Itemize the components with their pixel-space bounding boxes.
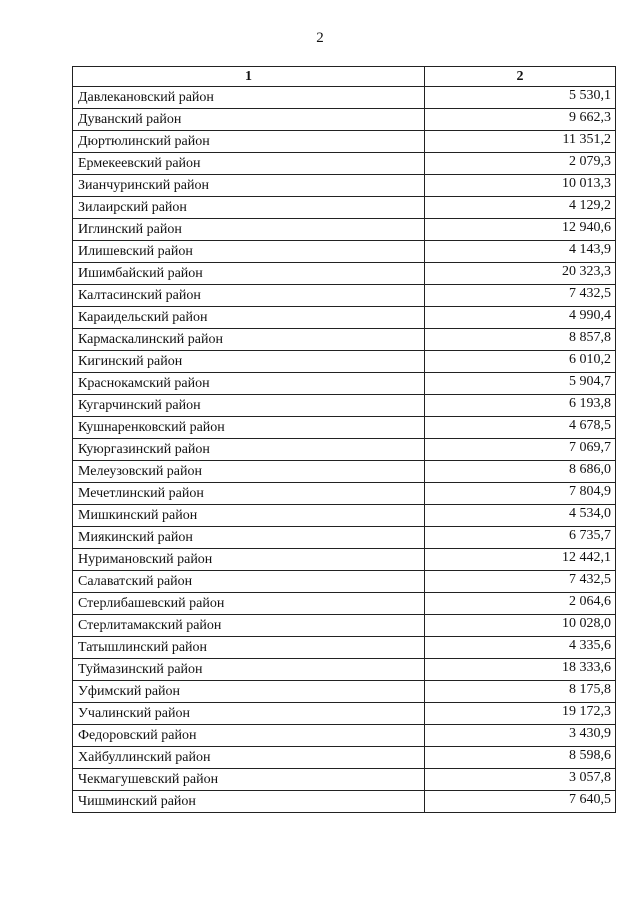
district-name-cell: Дюртюлинский район <box>73 131 425 153</box>
district-name-cell: Дуванский район <box>73 109 425 131</box>
table-row <box>73 351 616 373</box>
table-row <box>73 725 616 747</box>
district-name-cell: Иглинский район <box>73 219 425 241</box>
district-name-cell: Давлекановский район <box>73 87 425 109</box>
district-name-cell: Мелеузовский район <box>73 461 425 483</box>
table-row <box>73 681 616 703</box>
district-value-cell: 11 351,2 <box>425 131 616 153</box>
district-name-cell: Стерлибашевский район <box>73 593 425 615</box>
district-value-cell: 4 990,4 <box>425 307 616 329</box>
table-row <box>73 637 616 659</box>
district-value-cell: 4 678,5 <box>425 417 616 439</box>
column-header-1: 1 <box>73 67 425 87</box>
table-row <box>73 241 616 263</box>
district-name-cell: Краснокамский район <box>73 373 425 395</box>
district-name-cell: Хайбуллинский район <box>73 747 425 769</box>
district-name-cell: Уфимский район <box>73 681 425 703</box>
district-name-cell: Кармаскалинский район <box>73 329 425 351</box>
district-value-cell: 7 432,5 <box>425 571 616 593</box>
district-name-cell: Салаватский район <box>73 571 425 593</box>
district-value-cell: 5 530,1 <box>425 87 616 109</box>
district-name-cell: Кушнаренковский район <box>73 417 425 439</box>
table-row <box>73 131 616 153</box>
table-row <box>73 483 616 505</box>
district-name-cell: Караидельский район <box>73 307 425 329</box>
table-row <box>73 593 616 615</box>
district-name-cell: Куюргазинский район <box>73 439 425 461</box>
district-name-cell: Нуримановский район <box>73 549 425 571</box>
district-value-cell: 8 598,6 <box>425 747 616 769</box>
table-row <box>73 659 616 681</box>
district-name-cell: Миякинский район <box>73 527 425 549</box>
table-row <box>73 417 616 439</box>
table-row <box>73 703 616 725</box>
district-value-cell: 7 432,5 <box>425 285 616 307</box>
table-row <box>73 373 616 395</box>
district-value-cell: 10 028,0 <box>425 615 616 637</box>
district-value-cell: 6 193,8 <box>425 395 616 417</box>
district-value-cell: 10 013,3 <box>425 175 616 197</box>
column-header-2: 2 <box>425 67 616 87</box>
table-row <box>73 549 616 571</box>
district-name-cell: Зианчуринский район <box>73 175 425 197</box>
table-row <box>73 109 616 131</box>
district-value-cell: 19 172,3 <box>425 703 616 725</box>
district-name-cell: Илишевский район <box>73 241 425 263</box>
district-name-cell: Зилаирский район <box>73 197 425 219</box>
district-name-cell: Туймазинский район <box>73 659 425 681</box>
district-value-cell: 12 442,1 <box>425 549 616 571</box>
district-value-cell: 8 686,0 <box>425 461 616 483</box>
district-table <box>72 66 616 813</box>
district-value-cell: 9 662,3 <box>425 109 616 131</box>
table-row <box>73 87 616 109</box>
district-value-cell: 6 010,2 <box>425 351 616 373</box>
district-name-cell: Ермекеевский район <box>73 153 425 175</box>
district-value-cell: 2 064,6 <box>425 593 616 615</box>
table-row <box>73 461 616 483</box>
district-value-cell: 4 143,9 <box>425 241 616 263</box>
table-row <box>73 219 616 241</box>
district-value-cell: 7 640,5 <box>425 791 616 813</box>
page-number: 2 <box>316 30 324 46</box>
district-value-cell: 20 323,3 <box>425 263 616 285</box>
district-name-cell: Чишминский район <box>73 791 425 813</box>
district-value-cell: 4 534,0 <box>425 505 616 527</box>
district-value-cell: 3 430,9 <box>425 725 616 747</box>
district-name-cell: Стерлитамакский район <box>73 615 425 637</box>
table-row <box>73 571 616 593</box>
district-name-cell: Федоровский район <box>73 725 425 747</box>
district-value-cell: 8 175,8 <box>425 681 616 703</box>
table-row <box>73 439 616 461</box>
district-value-cell: 4 335,6 <box>425 637 616 659</box>
table-header-row <box>73 67 616 87</box>
district-name-cell: Кигинский район <box>73 351 425 373</box>
table-body <box>73 87 616 813</box>
table-row <box>73 791 616 813</box>
district-name-cell: Мечетлинский район <box>73 483 425 505</box>
table-row <box>73 505 616 527</box>
district-value-cell: 2 079,3 <box>425 153 616 175</box>
table-row <box>73 769 616 791</box>
district-value-cell: 12 940,6 <box>425 219 616 241</box>
table-row <box>73 329 616 351</box>
table-row <box>73 615 616 637</box>
district-name-cell: Калтасинский район <box>73 285 425 307</box>
district-name-cell: Кугарчинский район <box>73 395 425 417</box>
district-name-cell: Мишкинский район <box>73 505 425 527</box>
district-value-cell: 6 735,7 <box>425 527 616 549</box>
table-row <box>73 747 616 769</box>
district-value-cell: 5 904,7 <box>425 373 616 395</box>
table-row <box>73 307 616 329</box>
table-row <box>73 175 616 197</box>
district-value-cell: 7 069,7 <box>425 439 616 461</box>
table-row <box>73 153 616 175</box>
district-value-cell: 3 057,8 <box>425 769 616 791</box>
district-name-cell: Чекмагушевский район <box>73 769 425 791</box>
district-value-cell: 7 804,9 <box>425 483 616 505</box>
table-row <box>73 197 616 219</box>
district-value-cell: 18 333,6 <box>425 659 616 681</box>
table-row <box>73 285 616 307</box>
table-row <box>73 263 616 285</box>
table-row <box>73 527 616 549</box>
district-value-cell: 4 129,2 <box>425 197 616 219</box>
district-name-cell: Учалинский район <box>73 703 425 725</box>
district-name-cell: Татышлинский район <box>73 637 425 659</box>
district-value-cell: 8 857,8 <box>425 329 616 351</box>
table-row <box>73 395 616 417</box>
district-name-cell: Ишимбайский район <box>73 263 425 285</box>
